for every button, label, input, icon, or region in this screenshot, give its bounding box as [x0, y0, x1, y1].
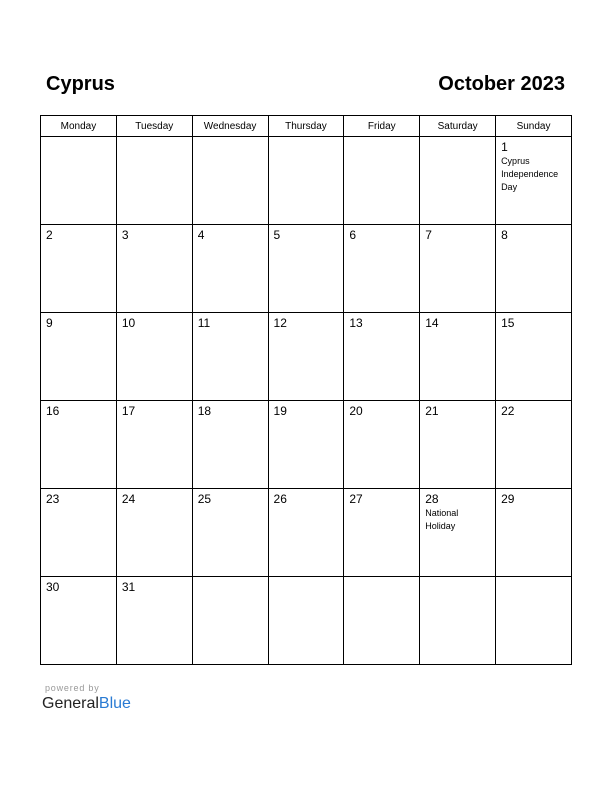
- day-number: 6: [349, 228, 357, 242]
- brand-blue-text: Blue: [98, 695, 131, 712]
- weekday-header: Tuesday: [116, 116, 192, 137]
- day-cell: [268, 313, 344, 401]
- day-cell: [496, 313, 572, 401]
- day-cell: [420, 225, 496, 313]
- day-cell: [116, 489, 192, 577]
- day-cell: [41, 489, 117, 577]
- day-number: 5: [273, 228, 281, 242]
- day-number: 30: [46, 580, 60, 594]
- week-row: [41, 577, 572, 665]
- day-number: 7: [425, 228, 432, 242]
- day-number: 10: [121, 316, 136, 330]
- day-cell: [192, 225, 268, 313]
- day-cell: [116, 225, 192, 313]
- day-number: 21: [425, 404, 439, 418]
- day-number: 9: [46, 316, 53, 330]
- day-cell: [496, 577, 572, 665]
- day-cell: [420, 401, 496, 489]
- weekday-header: Sunday: [496, 116, 572, 137]
- day-cell: [41, 313, 117, 401]
- day-cell: [192, 137, 268, 225]
- day-number: 17: [121, 404, 136, 418]
- day-number: 31: [121, 580, 136, 594]
- day-cell: [344, 313, 420, 401]
- day-number: 20: [349, 404, 363, 418]
- day-number: 24: [121, 492, 136, 506]
- day-number: 16: [46, 404, 60, 418]
- day-cell: [116, 313, 192, 401]
- day-number: 15: [501, 316, 515, 330]
- day-cell: [192, 401, 268, 489]
- weekday-header: Wednesday: [192, 116, 268, 137]
- week-row: [41, 401, 572, 489]
- day-cell: [344, 489, 420, 577]
- day-cell: [496, 489, 572, 577]
- day-cell: [41, 401, 117, 489]
- day-number: 27: [349, 492, 363, 506]
- month-title: October 2023: [438, 73, 565, 95]
- day-number: 25: [197, 492, 212, 506]
- day-number: 1: [501, 140, 508, 154]
- country-title: Cyprus: [46, 73, 115, 95]
- day-cell: [268, 225, 344, 313]
- day-cell: [192, 577, 268, 665]
- day-number: 19: [273, 404, 287, 418]
- day-number: 13: [349, 316, 363, 330]
- holiday-label: Cyprus Independence Day: [501, 156, 559, 192]
- day-number: 2: [46, 228, 53, 242]
- holiday-label: National Holiday: [425, 508, 459, 531]
- day-number: 28: [425, 492, 439, 506]
- day-cell: [41, 577, 117, 665]
- powered-by-label: powered by: [45, 683, 100, 693]
- day-cell: [344, 401, 420, 489]
- day-cell: [41, 137, 117, 225]
- day-number: 12: [273, 316, 287, 330]
- day-number: 23: [46, 492, 60, 506]
- day-cell: [192, 489, 268, 577]
- weekday-header-row: [41, 116, 572, 137]
- day-cell: [420, 313, 496, 401]
- week-row: [41, 489, 572, 577]
- day-number: 14: [425, 316, 439, 330]
- day-cell: [116, 577, 192, 665]
- day-cell: [268, 137, 344, 225]
- day-cell: [344, 577, 420, 665]
- day-cell: [116, 401, 192, 489]
- day-number: 29: [501, 492, 515, 506]
- day-cell: [344, 225, 420, 313]
- day-cell: [268, 401, 344, 489]
- day-cell: [420, 577, 496, 665]
- weekday-header: Thursday: [268, 116, 344, 137]
- day-number: 8: [501, 228, 508, 242]
- day-cell: [496, 401, 572, 489]
- day-cell: [268, 577, 344, 665]
- day-number: 4: [197, 228, 205, 242]
- day-number: 26: [273, 492, 287, 506]
- day-number: 22: [501, 404, 515, 418]
- day-cell: [344, 137, 420, 225]
- week-row: [41, 137, 572, 225]
- generalblue-logo: [42, 694, 131, 714]
- weekday-header: Friday: [344, 116, 420, 137]
- calendar-grid: [40, 115, 572, 665]
- day-cell: [496, 137, 572, 225]
- weekday-header: Monday: [41, 116, 117, 137]
- brand-general-text: General: [42, 695, 99, 712]
- day-cell: [116, 137, 192, 225]
- day-cell: [420, 137, 496, 225]
- weekday-header: Saturday: [420, 116, 496, 137]
- day-cell: [41, 225, 117, 313]
- day-cell: [496, 225, 572, 313]
- day-number: 3: [121, 228, 129, 242]
- day-cell: [192, 313, 268, 401]
- day-cell: [420, 489, 496, 577]
- week-row: [41, 225, 572, 313]
- day-number: 18: [197, 404, 212, 418]
- day-cell: [268, 489, 344, 577]
- week-row: [41, 313, 572, 401]
- day-number: 11: [197, 316, 211, 330]
